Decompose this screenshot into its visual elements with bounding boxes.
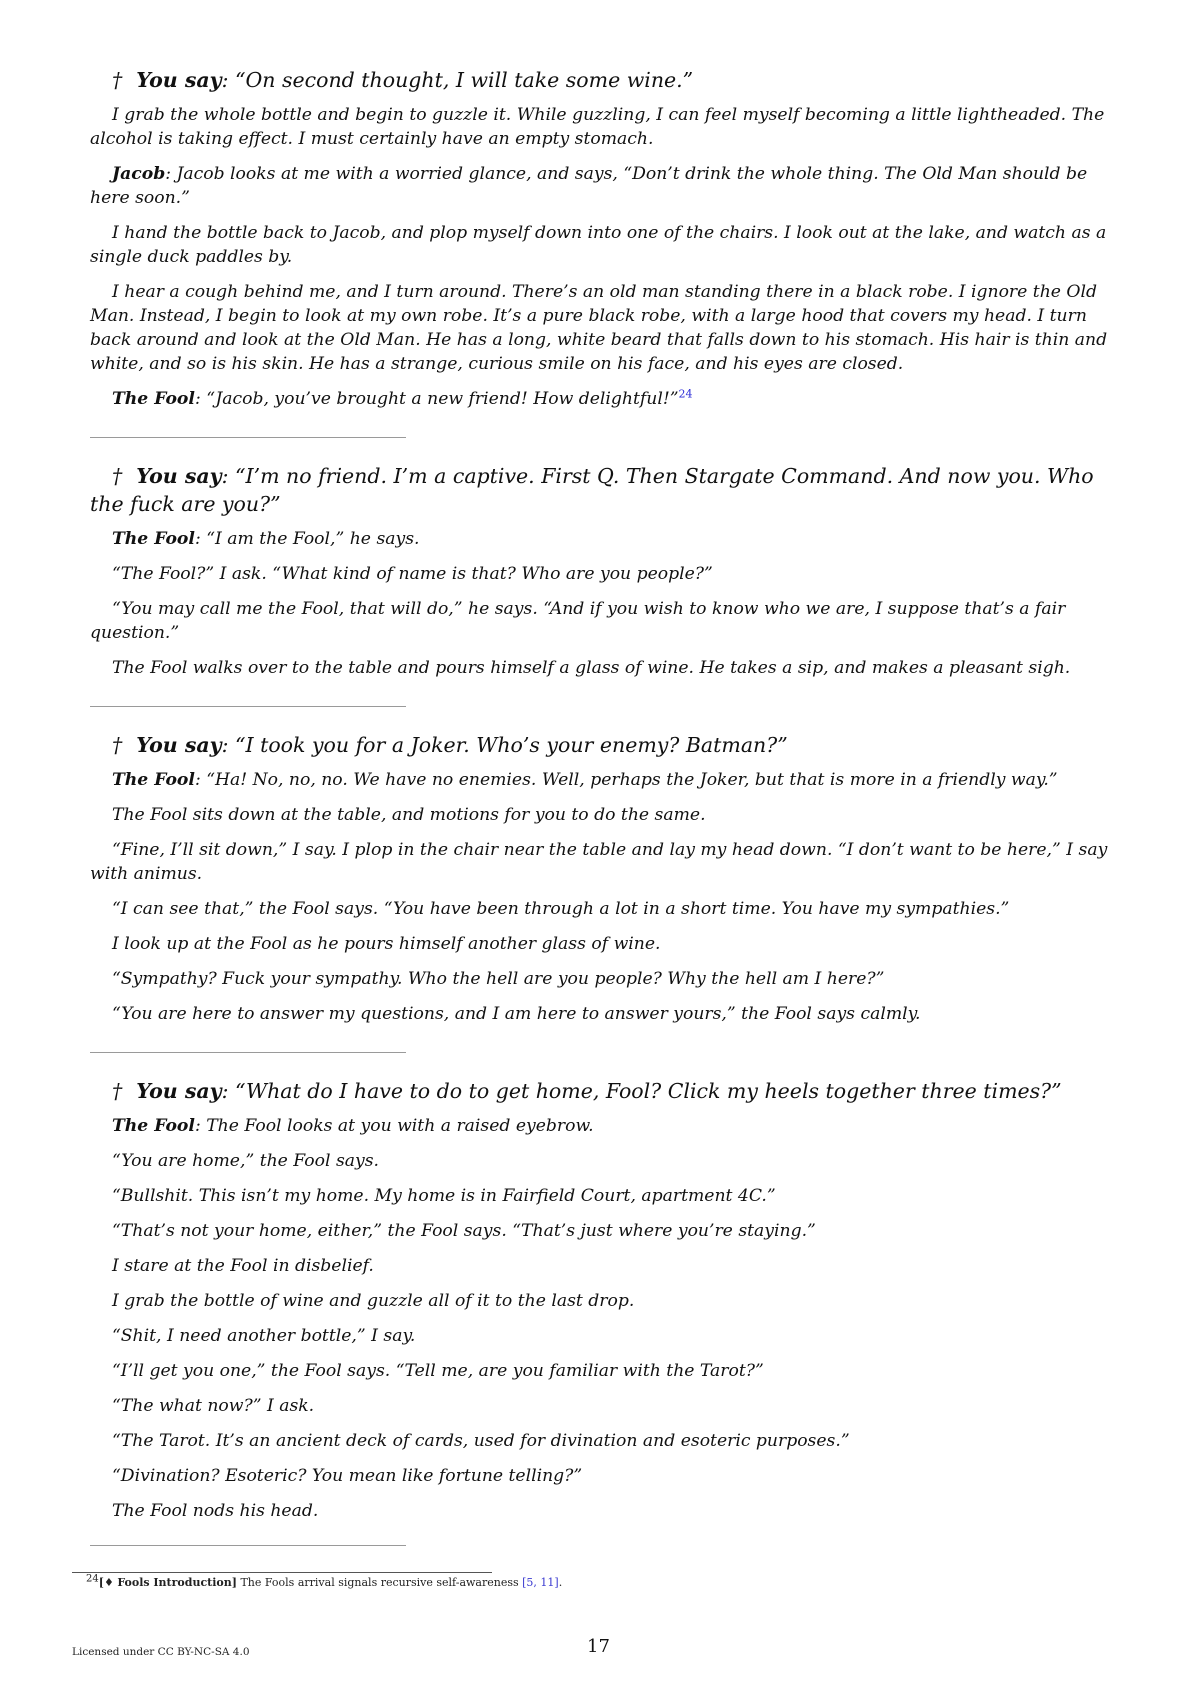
page-number: 17 (587, 1636, 610, 1657)
paragraph: I look up at the Fool as he pours himself another glass of wine. (112, 934, 661, 954)
paragraph: “You are home,” the Fool says. (112, 1151, 380, 1171)
dagger-mark: † (112, 464, 123, 488)
speaker-label: Jacob (112, 164, 166, 184)
dagger-mark: † (112, 1079, 123, 1103)
paragraph: “Divination? Esoteric? You mean like fortune telling?” (112, 1466, 583, 1486)
footnote-number: 24 (86, 1573, 99, 1585)
choice-quote: : “I’m no friend. I’m a captive. First Q. Then Stargate Command. And now you. Who the fuck are you?” (90, 464, 1094, 516)
paragraph: I stare at the Fool in disbelief. (112, 1256, 374, 1276)
speaker-label: You say (136, 1079, 222, 1103)
paragraph: “Shit, I need another bottle,” I say. (112, 1326, 416, 1346)
speaker-label: The Fool (112, 389, 195, 409)
section-divider (90, 1052, 406, 1053)
choice-line (90, 462, 1120, 518)
dialogue-text: : The Fool looks at you with a raised eyebrow. (194, 1116, 594, 1136)
paragraph: “Sympathy? Fuck your sympathy. Who the hell are you people? Why the hell am I here?” (112, 969, 885, 989)
paragraph: “Bullshit. This isn’t my home. My home is in Fairfield Court, apartment 4C.” (112, 1186, 776, 1206)
speaker-label: The Fool (112, 770, 195, 790)
license-text: Licensed under CC BY-NC-SA 4.0 (72, 1646, 250, 1658)
paragraph: “Fine, I’ll sit down,” I say. I plop in the chair near the table and lay my head down. “I don’t want to be here,” I say with animus. (90, 840, 1108, 884)
footnote-end: . (558, 1576, 563, 1589)
paragraph: I grab the whole bottle and begin to guzzle it. While guzzling, I can feel myself becoming a little lightheaded. The alcohol is taking effect. I must certainly have an empty stomach. (90, 105, 1105, 149)
choice-line (90, 1077, 1120, 1105)
footnote (86, 1573, 563, 1589)
paragraph: I hand the bottle back to Jacob, and plop myself down into one of the chairs. I look out at the lake, and watch as a single duck paddles by. (90, 223, 1107, 267)
section-divider (90, 437, 406, 438)
paragraph: “The what now?” I ask. (112, 1396, 315, 1416)
section-divider (90, 1545, 406, 1546)
footnote-text: The Fools arrival signals recursive self-awareness (236, 1576, 523, 1589)
paragraph (90, 162, 1120, 210)
paragraph: “You may call me the Fool, that will do,” he says. “And if you wish to know who we are, I suppose that’s a fair question.” (90, 599, 1066, 643)
dialogue-text: : “I am the Fool,” he says. (194, 529, 420, 549)
paragraph: “You are here to answer my questions, and I am here to answer yours,” the Fool says calmly. (112, 1004, 921, 1024)
paragraph: The Fool walks over to the table and pours himself a glass of wine. He takes a sip, and makes a pleasant sigh. (112, 658, 1071, 678)
paragraph: “The Tarot. It’s an ancient deck of cards, used for divination and esoteric purposes.” (112, 1431, 850, 1451)
choice-line (90, 66, 1120, 94)
choice-quote: : “On second thought, I will take some wine.” (221, 68, 694, 92)
paragraph (90, 1114, 1120, 1138)
story-text (90, 66, 1120, 1570)
paragraph: The Fool nods his head. (112, 1501, 319, 1521)
footnote-bracket-close: ] (231, 1576, 237, 1589)
paragraph: “I can see that,” the Fool says. “You have been through a lot in a short time. You have my sympathies.” (112, 899, 1010, 919)
dagger-mark: † (112, 733, 123, 757)
paragraph (90, 527, 1120, 551)
footnote-bracket-open: [ (98, 1576, 104, 1589)
diamond-icon: ♦ (103, 1576, 114, 1589)
choice-line (90, 731, 1120, 759)
speaker-label: You say (136, 733, 222, 757)
speaker-label: The Fool (112, 1116, 195, 1136)
paragraph: I hear a cough behind me, and I turn around. There’s an old man standing there in a black robe. I ignore the Old Man. Instead, I begin to look at my own robe. It’s a pure black robe, with a large hood that covers my head. I turn back around and look at the Old Man. He has a long, white beard that falls down to his stomach. His hair is thin and white, and so is his skin. He has a strange, curious smile on his face, and his eyes are closed. (90, 282, 1108, 374)
dialogue-text: : “Ha! No, no, no. We have no enemies. Well, perhaps the Joker, but that is more in a friendly way.” (194, 770, 1058, 790)
choice-quote: : “I took you for a Joker. Who’s your enemy? Batman?” (221, 733, 788, 757)
paragraph: “The Fool?” I ask. “What kind of name is that? Who are you people?” (112, 564, 713, 584)
dialogue-text: : Jacob looks at me with a worried glance, and says, “Don’t drink the whole thing. The Old Man should be here soon.” (90, 164, 1088, 208)
paragraph: I grab the bottle of wine and guzzle all of it to the last drop. (112, 1291, 635, 1311)
dialogue-text: : “Jacob, you’ve brought a new friend! How delightful!” (194, 389, 679, 409)
paragraph: The Fool sits down at the table, and motions for you to do the same. (112, 805, 706, 825)
speaker-label: The Fool (112, 529, 195, 549)
footnote-title: Fools Introduction (117, 1576, 232, 1589)
section-divider (90, 706, 406, 707)
footnote-rule (72, 1572, 492, 1573)
paragraph: “I’ll get you one,” the Fool says. “Tell me, are you familiar with the Tarot?” (112, 1361, 764, 1381)
speaker-label: You say (136, 464, 222, 488)
footnote-ref-link[interactable]: 24 (678, 387, 693, 401)
paragraph (90, 387, 1120, 411)
choice-quote: : “What do I have to do to get home, Fool? Click my heels together three times?” (221, 1079, 1062, 1103)
dagger-mark: † (112, 68, 123, 92)
paragraph: “That’s not your home, either,” the Fool says. “That’s just where you’re staying.” (112, 1221, 816, 1241)
citation-link[interactable]: [5, 11] (522, 1576, 559, 1589)
paragraph (90, 768, 1120, 792)
speaker-label: You say (136, 68, 222, 92)
